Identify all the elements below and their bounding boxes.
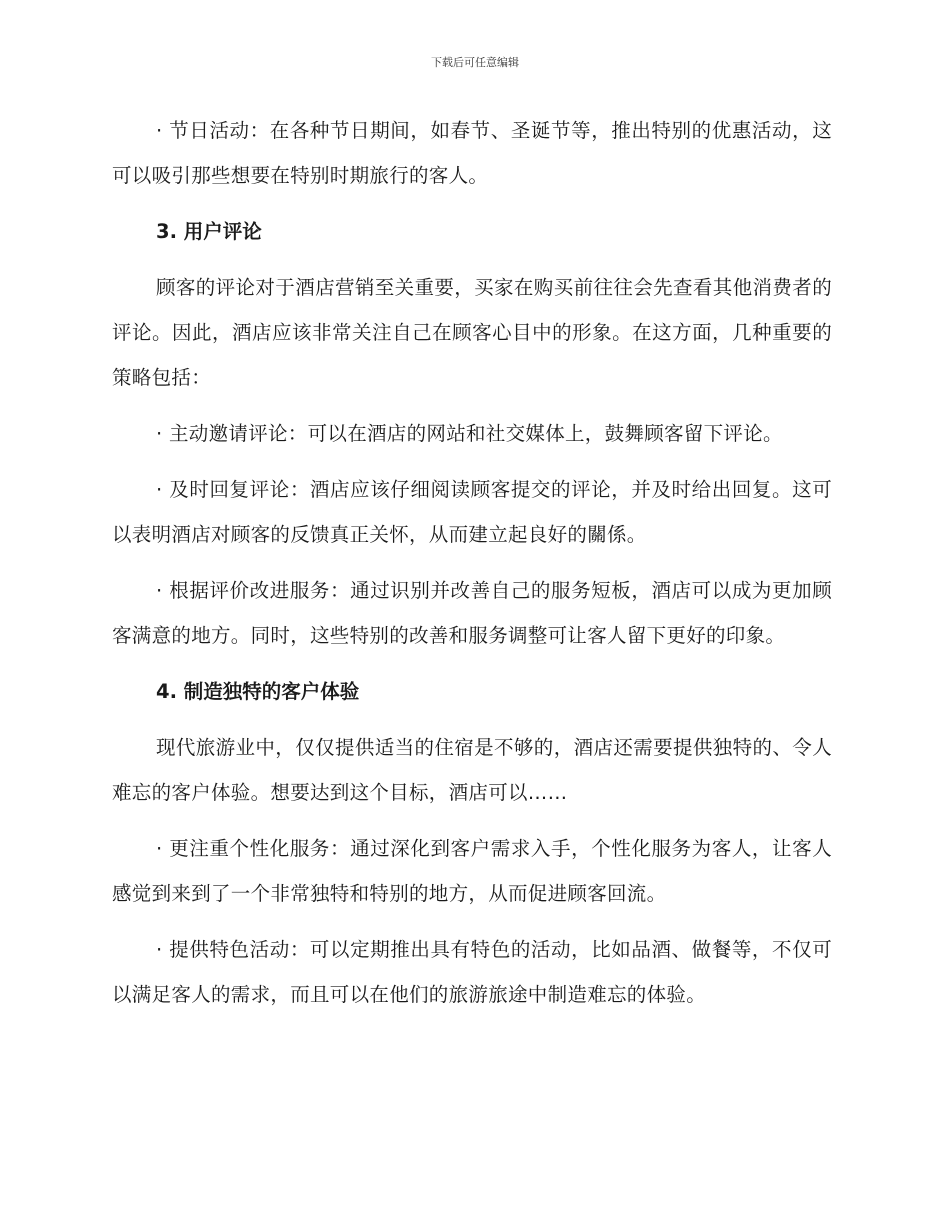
bullet-special-activities: · 提供特色活动：可以定期推出具有特色的活动，比如品酒、做餐等，不仅可以满足客人的需求，而且可以在他们的旅游旅途中制造难忘的体验。 bbox=[112, 938, 832, 1006]
bullet-invite-reviews: · 主动邀请评论：可以在酒店的网站和社交媒体上，鼓舞顾客留下评论。 bbox=[156, 422, 783, 445]
bullet-holiday-activities: · 节日活动：在各种节日期间，如春节、圣诞节等，推出特别的优惠活动，这可以吸引那些想要在特别时期旅行的客人。 bbox=[112, 119, 832, 187]
document-body bbox=[112, 108, 832, 1028]
bullet-improve-service: · 根据评价改进服务：通过识别并改善自己的服务短板，酒店可以成为更加顾客满意的地方。同时，这些特别的改善和服务调整可让客人留下更好的印象。 bbox=[112, 579, 832, 647]
bullet-reply-reviews: · 及时回复评论：酒店应该仔细阅读顾客提交的评论，并及时给出回复。这可以表明酒店对顾客的反馈真正关怀，从而建立起良好的關係。 bbox=[112, 478, 832, 546]
page-header: 下载后可任意编辑 bbox=[431, 56, 519, 69]
paragraph-experience-intro: 现代旅游业中，仅仅提供适当的住宿是不够的，酒店还需要提供独特的、令人难忘的客户体验。想要达到这个目标，酒店可以…… bbox=[112, 736, 832, 804]
section-heading-user-reviews: 3. 用户评论 bbox=[156, 220, 262, 243]
section-heading-unique-experience: 4. 制造独特的客户体验 bbox=[156, 680, 360, 703]
bullet-personalized-service: · 更注重个性化服务：通过深化到客户需求入手，个性化服务为客人，让客人感觉到来到了一个非常独特和特别的地方，从而促进顾客回流。 bbox=[112, 837, 832, 905]
paragraph-reviews-intro: 顾客的评论对于酒店营销至关重要，买家在购买前往往会先查看其他消费者的评论。因此，酒店应该非常关注自己在顾客心目中的形象。在这方面，几种重要的策略包括： bbox=[112, 276, 832, 389]
